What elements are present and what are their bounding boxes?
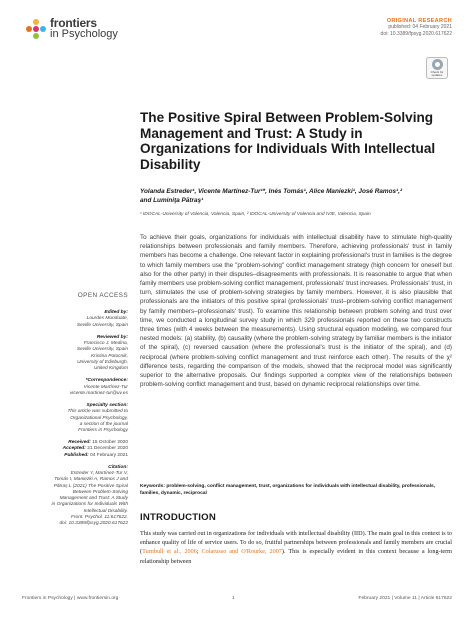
- specialty-line: Frontiers in Psychology: [78, 428, 128, 434]
- authors-line-2: and Luminiţa Pătraş¹: [140, 197, 204, 204]
- introduction-paragraph: [140, 529, 452, 566]
- page-number: 1: [232, 596, 235, 601]
- citation-label: Citation:: [108, 464, 128, 470]
- author-list: [140, 187, 450, 205]
- citation-line: Pătraş L (2021) The Positive Spiral: [53, 483, 128, 489]
- footer-journal-link[interactable]: Frontiers in Psychology | www.frontiersin.org: [22, 596, 119, 601]
- reviewed-by-label: Reviewed by:: [96, 334, 128, 340]
- section-heading-introduction: INTRODUCTION: [140, 512, 216, 523]
- frontiers-logo[interactable]: [26, 18, 118, 40]
- citation-line: Tomás I, Maniezki A, Ramos J and: [54, 477, 128, 483]
- published-date-sidebar: 04 February 2021: [90, 452, 128, 458]
- citation-line: Intellectual Disability.: [83, 508, 128, 514]
- citation-doi-link[interactable]: doi: 10.3389/fpsyg.2020.617622: [59, 520, 128, 526]
- article-meta: [381, 18, 452, 38]
- intro-text-a: This study was carried out in organizations for individuals with intellectual disability (IID). The main goal in this context is to enhance quality of life of service users. To do so, fruitful partnerships between professionals and family members are crucial (: [140, 530, 453, 556]
- article-sidebar: [22, 292, 128, 533]
- published-label: Published:: [64, 452, 89, 458]
- crossmark-label: Check for updates: [430, 69, 444, 77]
- reviewer-line: University of Edinburgh,: [77, 359, 128, 365]
- editor-affiliation: Seville University, Spain: [76, 322, 128, 328]
- accepted-date: 21 December 2020: [87, 446, 128, 452]
- keywords: Keywords: problem-solving, conflict management, trust, organizations for individuals with intellectual disability, professionals, families, dynamic, reciprocal: [140, 484, 436, 496]
- reviewed-by-block: [22, 335, 128, 372]
- correspondence-name: Vicente Martínez-Tur: [83, 384, 128, 390]
- authors-line-1: Yolanda Estreder¹, Vicente Martínez-Tur¹*, Inés Tomás¹, Alice Maniezki¹, José Ramos¹,²: [140, 188, 403, 195]
- received-date: 15 October 2020: [92, 440, 128, 446]
- open-access-label: OPEN ACCESS: [77, 292, 128, 299]
- edited-by-block: [22, 310, 128, 329]
- crossmark-badge[interactable]: [426, 57, 448, 79]
- specialty-line: a section of the journal: [79, 421, 128, 427]
- citation-line: Management and Trust: A Study: [59, 496, 128, 502]
- intro-text-b: ;: [196, 548, 202, 556]
- doi-link[interactable]: doi: 10.3389/fpsyg.2020.617622: [380, 31, 452, 37]
- specialty-section-block: [22, 403, 128, 434]
- citation-line: in Organizations for Individuals With: [51, 502, 128, 508]
- intro-text-c: ). This is especially evident in this context because a long-term relationship between: [140, 548, 452, 565]
- frontiers-logo-icon: [26, 19, 46, 39]
- citation-line: Front. Psychol. 11:617622.: [71, 514, 128, 520]
- affiliations: ¹ IDOCAL-University of Valencia, Valencia, Spain, ² IDOCAL-University of Valencia and IVIE, Valencia, Spain: [140, 212, 371, 217]
- dates-block: [22, 440, 128, 459]
- specialty-section-label: Specialty section:: [86, 403, 128, 409]
- logo-journal: in Psychology: [50, 28, 118, 40]
- received-label: Received:: [68, 440, 91, 446]
- article-type: ORIGINAL RESEARCH: [386, 18, 452, 24]
- correspondence-block: [22, 378, 128, 397]
- citation-block: [22, 465, 128, 527]
- editor-name: Lourdes Munduate,: [86, 316, 128, 322]
- published-row: [22, 453, 128, 459]
- citation-link-colarusso[interactable]: Colarusso and O'Rourke, 2007: [201, 548, 282, 556]
- page-footer: [0, 596, 474, 610]
- specialty-line: Organizational Psychology,: [70, 415, 128, 421]
- paper-title: The Positive Spiral Between Problem-Solving Management and Trust: A Study in Organizations for Individuals With Intellectual Disability: [140, 110, 436, 172]
- citation-link-turnbull[interactable]: Turnbull et al., 2006: [142, 548, 197, 556]
- reviewer-line: Kristina Potocnik,: [90, 353, 128, 359]
- reviewer-line: Francisco J. Medina,: [83, 341, 128, 347]
- citation-line: Estreder Y, Martínez-Tur V,: [70, 471, 128, 477]
- correspondence-email-link[interactable]: vicente.martinez-tur@uv.es: [69, 390, 128, 396]
- edited-by-label: Edited by:: [104, 310, 128, 315]
- accepted-label: Accepted:: [62, 446, 86, 452]
- correspondence-label: *Correspondence:: [85, 378, 128, 384]
- published-date: published: 04 February 2021: [388, 24, 452, 30]
- logo-brand: frontiers: [50, 16, 97, 30]
- citation-line: Between Problem-Solving: [72, 489, 128, 495]
- crossmark-icon: [432, 59, 443, 70]
- specialty-line: This article was submitted to: [67, 409, 128, 415]
- reviewer-line: United Kingdom: [93, 366, 128, 372]
- abstract: To achieve their goals, organizations for individuals with intellectual disability have to stimulate high-quality relationships between professionals and family members. Therefore, achieving professionals' trust in family members has become a challenge. One relevant factor in explaining professional's trust in families is the degree to which family members use the "problem-solving" conflict management strategy (high concern for oneself but also for the other party) in their disputes–disagreements with professionals. It is reasonable to argue that when family members use problem-solving conflict management, professionals' trust increases. Professionals' trust, in turn, stimulates the use of problem-solving strategies by family members. However, it is also plausible that professionals are the initiators of this positive spiral (professionals' trust–problem-solving conflict management by family members–professionals' trust). To examine this relationship between problem solving and trust over time, we conducted a longitudinal survey study in which 329 professionals reported on these two constructs three times (with 4 weeks between the measurements). Using structural equation modeling, we compared four nested models: (a) stability, (b) causality (where the problem-solving strategy by familiar members is the initiator of the spiral), (c) reversed causation (where the professional's trust is the initiator of the spiral), and (d) reciprocal (where problem-solving conflict management and trust reinforce each other). The results of the χ² difference tests, regarding the comparison of the models, showed that the reciprocal model was significantly superior to the alternative proposals. Our findings supported a complex view of the relationships between problem-solving conflict management and trust, based on dynamic reciprocal relationships over time.: [140, 234, 453, 389]
- reviewer-line: Seville University, Spain: [76, 347, 128, 353]
- footer-issue-info: February 2021 | Volume 11 | Article 617622: [358, 596, 452, 601]
